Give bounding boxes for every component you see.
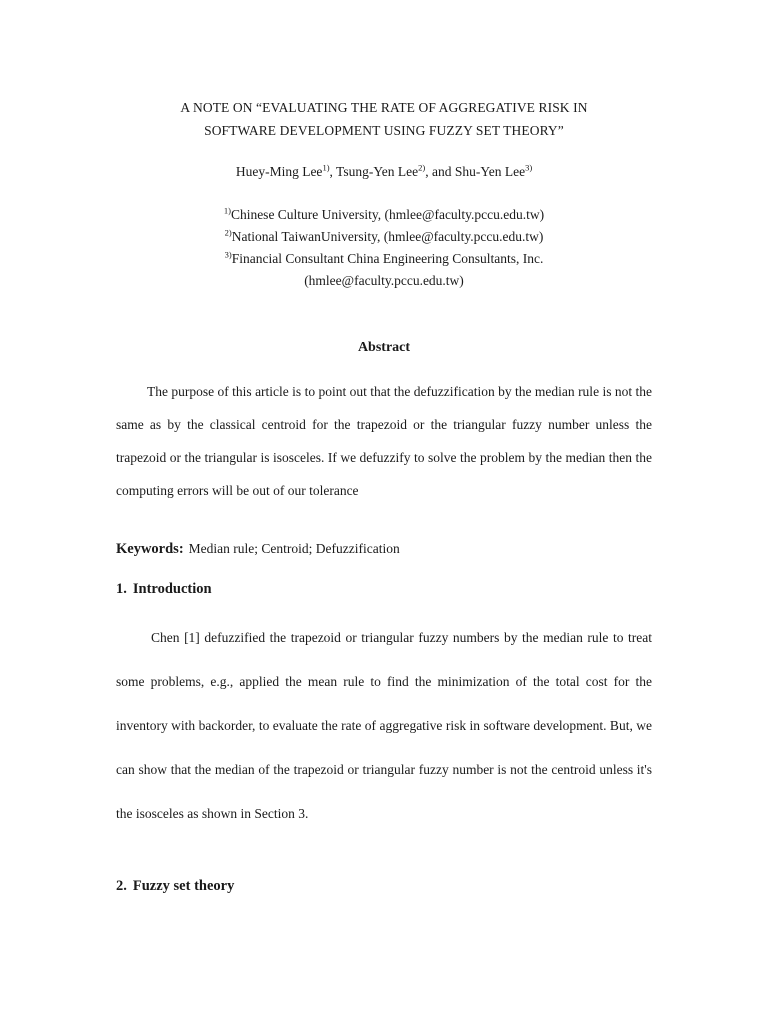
affiliation-mark: 2) <box>224 227 232 238</box>
abstract-body: The purpose of this article is to point out that the defuzzification by the median rule is not the same as by the classical centroid for the trapezoid or the triangular fuzzy number unless the trapezoid or the triangular is isosceles. If we defuzzify to solve the problem by the median then the computing errors will be out of our tolerance <box>116 384 652 498</box>
section-number: 1. <box>116 581 127 597</box>
introduction-body: Chen [1] defuzzified the trapezoid or triangular fuzzy numbers by the median rule to treat some problems, e.g., applied the mean rule to find the minimization of the total cost for the inventory with backorder, to evaluate the rate of aggregative risk in software development. But, we can show that the median of the trapezoid or triangular fuzzy number is not the centroid unless it's the isosceles as shown in Section 3. <box>116 630 652 821</box>
author-affiliation-mark: 1) <box>322 162 330 173</box>
author-name: Tsung-Yen Lee <box>336 164 419 179</box>
affiliation-mark: 3) <box>224 249 232 260</box>
keywords-line <box>116 538 652 560</box>
paper-title <box>116 96 652 142</box>
affiliation-text: Chinese Culture University, (hmlee@faculty.pccu.edu.tw) <box>230 207 545 222</box>
author-name: Huey-Ming Lee <box>235 164 323 179</box>
affiliation-3-email: (hmlee@faculty.pccu.edu.tw) <box>304 273 464 288</box>
keywords-text: Median rule; Centroid; Defuzzification <box>188 541 400 556</box>
affiliation-3 <box>116 248 652 270</box>
keywords-label: Keywords: <box>116 541 184 557</box>
affiliation-1 <box>116 204 652 226</box>
affiliation-mark: 1) <box>223 205 231 216</box>
title-line-2: SOFTWARE DEVELOPMENT USING FUZZY SET THEORY” <box>204 123 564 138</box>
abstract-heading: Abstract <box>357 340 411 355</box>
author-affiliation-mark: 3) <box>525 162 533 173</box>
section-heading-fuzzy-set-theory <box>116 875 652 897</box>
affiliation-text: National TaiwanUniversity, (hmlee@faculty.pccu.edu.tw) <box>231 229 544 244</box>
author-affiliation-mark: 2) <box>418 162 426 173</box>
affiliation-text: Financial Consultant China Engineering Consultants, Inc. <box>231 251 544 266</box>
author-list <box>116 162 652 182</box>
section-number: 2. <box>116 878 127 894</box>
author-name: Shu-Yen Lee <box>454 164 526 179</box>
section-heading-introduction <box>116 578 652 600</box>
author-separator: , and <box>425 164 455 179</box>
title-line-1: A NOTE ON “EVALUATING THE RATE OF AGGREGATIVE RISK IN <box>180 100 588 115</box>
affiliation-2 <box>116 226 652 248</box>
section-title: Fuzzy set theory <box>132 878 235 894</box>
author-separator: , <box>329 164 337 179</box>
affiliation-list <box>116 204 652 292</box>
section-title: Introduction <box>132 581 212 597</box>
